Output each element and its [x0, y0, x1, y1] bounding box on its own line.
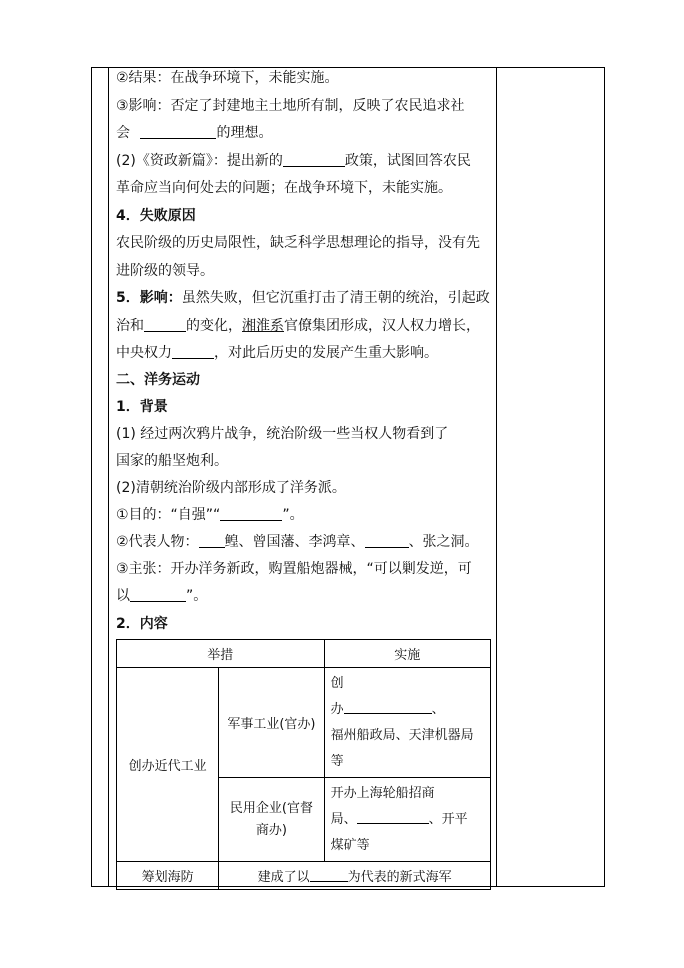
text-line: 国家的船坚炮利。: [116, 453, 228, 469]
fill-blank: [199, 533, 225, 548]
section-heading: 4．失败原因: [116, 208, 196, 224]
column-divider-left: [108, 67, 109, 887]
header-measure: 举措: [117, 640, 325, 668]
text-line: 进阶级的领导。: [116, 263, 214, 279]
fill-blank: [357, 809, 429, 824]
cell-modern-industry: 创办近代工业: [117, 668, 219, 862]
text-line: 5．影响：虽然失败，但它沉重打击了清王朝的统治，引起政: [116, 290, 490, 306]
section-heading: 二、洋务运动: [116, 372, 200, 388]
fill-blank: [130, 587, 186, 602]
fill-blank: [283, 152, 345, 167]
fill-blank: [365, 533, 409, 548]
text-line: ①目的：“自强”“ ”。: [116, 507, 304, 523]
text-line: ②结果：在战争环境下，未能实施。: [116, 70, 339, 86]
column-divider-right: [496, 67, 497, 887]
table-row: [117, 862, 491, 890]
cell-military-impl: 创 办 、 福州船政局、天津机器局 等: [324, 668, 490, 778]
text-line: 中央权力 ，对此后历史的发展产生重大影响。: [116, 345, 438, 361]
section-heading: 2．内容: [116, 616, 168, 632]
header-implementation: 实施: [324, 640, 490, 668]
fill-blank: [140, 124, 216, 139]
cell-military-industry: 军事工业(官办): [219, 668, 324, 778]
fill-blank: [172, 344, 214, 359]
text-line: 以 ”。: [116, 588, 208, 604]
text-line: ②代表人物： 鳇、曾国藩、李鸿章、 、张之洞。: [116, 534, 479, 550]
content-table: [116, 639, 491, 890]
fill-blank: [220, 506, 282, 521]
text-line: (2)《资政新篇》：提出新的 政策，试图回答农民: [116, 153, 471, 169]
section-heading: 1．背景: [116, 399, 168, 415]
text-line: (2)清朝统治阶级内部形成了洋务派。: [116, 480, 346, 496]
text-line: 会 的理想。: [116, 125, 273, 141]
cell-civil-impl: 开办上海轮船招商 局、 、开平 煤矿等: [324, 778, 490, 862]
text-line: ③主张：开办洋务新政，购置船炮器械，“可以剿发逆，可: [116, 561, 472, 577]
text-line: (1) 经过两次鸦片战争，统治阶级一些当权人物看到了: [116, 426, 449, 442]
fill-blank: [310, 867, 348, 882]
text-line: ③影响：否定了封建地主土地所有制，反映了农民追求社: [116, 98, 465, 114]
table-header-row: [117, 640, 491, 668]
cell-navy-impl: 建成了以 为代表的新式海军: [219, 862, 491, 890]
fill-blank: [144, 317, 186, 332]
cell-navy: 筹划海防: [117, 862, 219, 890]
text-line: 农民阶级的历史局限性，缺乏科学思想理论的指导，没有先: [116, 235, 480, 251]
table-row: [117, 668, 491, 778]
fill-blank: [344, 699, 432, 714]
text-line: 革命应当向何处去的问题；在战争环境下，未能实施。: [116, 180, 452, 196]
cell-civil-enterprise: 民用企业(官督 商办): [219, 778, 324, 862]
text-line: 治和 的变化，湘淮系官僚集团形成，汉人权力增长，: [116, 318, 480, 334]
